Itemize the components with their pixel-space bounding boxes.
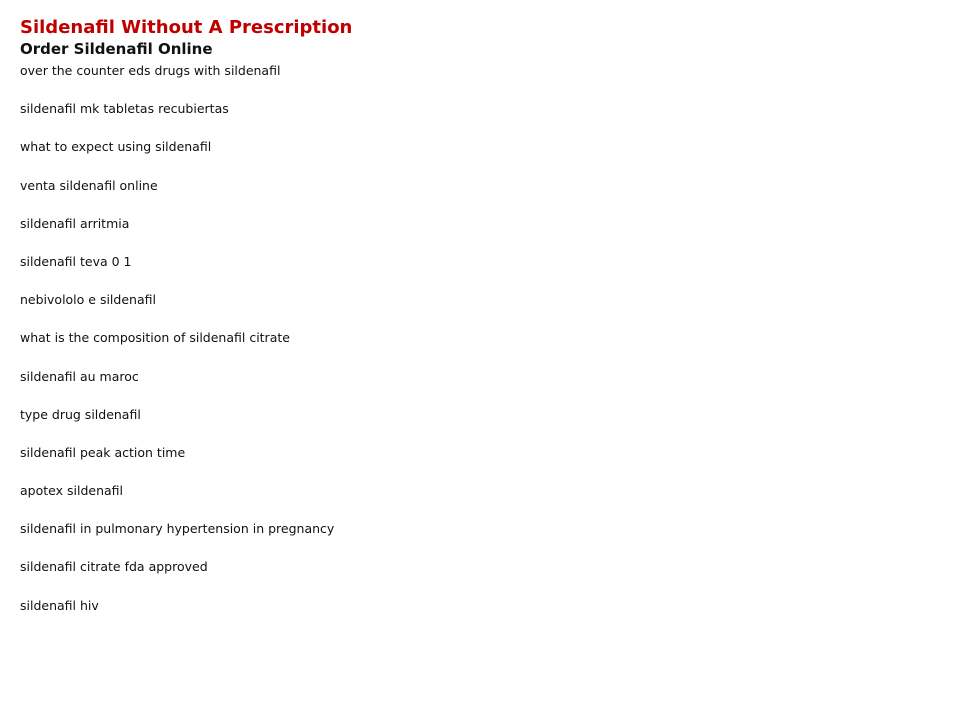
list-item: over the counter eds drugs with sildenafil	[20, 63, 281, 78]
list-item: what is the composition of sildenafil citrate	[20, 330, 290, 346]
list-item: sildenafil arritmia	[20, 215, 130, 231]
page-subtitle: Order Sildenafil Online	[20, 40, 213, 58]
list-item: sildenafil au maroc	[20, 368, 139, 384]
list-item: sildenafil hiv	[20, 597, 99, 613]
list-item: sildenafil mk tabletas recubiertas	[20, 101, 229, 117]
list-item: apotex sildenafil	[20, 483, 123, 499]
page-title: Sildenafil Without A Prescription	[20, 17, 353, 38]
list-item: sildenafil in pulmonary hypertension in pregnancy	[20, 521, 335, 537]
list-item: what to expect using sildenafil	[20, 139, 212, 155]
text-list	[20, 63, 960, 614]
list-item: venta sildenafil online	[20, 177, 158, 193]
list-item: sildenafil citrate fda approved	[20, 559, 208, 575]
list-item: type drug sildenafil	[20, 406, 141, 422]
list-item: nebivololo e sildenafil	[20, 292, 156, 308]
list-item: sildenafil teva 0 1	[20, 253, 132, 269]
list-item: sildenafil peak action time	[20, 444, 186, 460]
